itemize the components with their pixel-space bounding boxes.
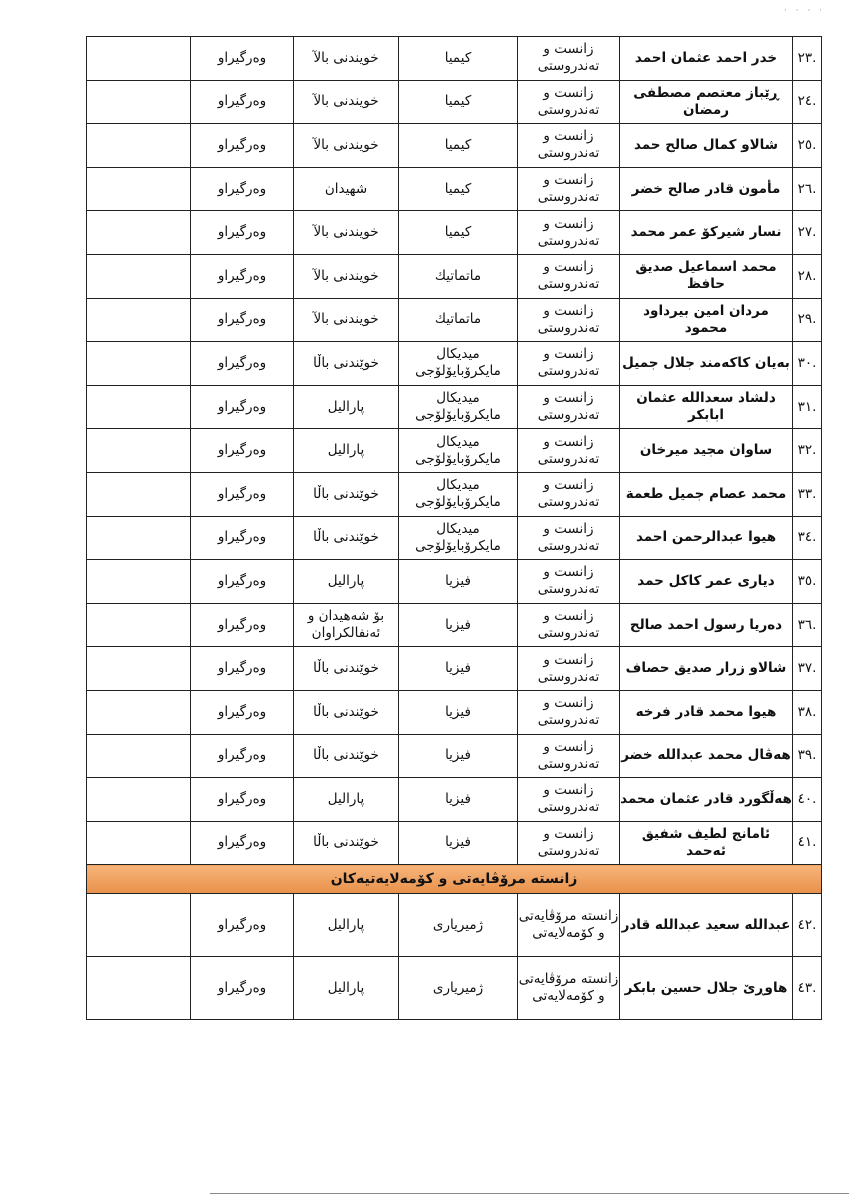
student-name: هيوا عبدالرحمن احمد [620,516,793,560]
college-cell: زانست و تەندروستی [518,647,620,691]
table-row [87,342,822,386]
channel-cell: شهيدان [294,167,399,211]
row-number: .٢٧ [793,211,822,255]
row-number: .٣٤ [793,516,822,560]
college-cell: زانست و تەندروستی [518,167,620,211]
table-row [87,298,822,342]
table-row [87,37,822,81]
row-number: .٤٠ [793,778,822,822]
table-row [87,472,822,516]
college-cell: زانست و تەندروستی [518,560,620,604]
department-cell: ميديكال مايكرۆبايۆلۆجی [399,385,518,429]
channel-cell: خوێندنی باڵا [294,472,399,516]
department-cell: فيزيا [399,778,518,822]
status-cell: وەرگيراو [191,167,294,211]
empty-cell [87,894,191,957]
status-cell: وەرگيراو [191,472,294,516]
table-row [87,211,822,255]
department-cell: فيزيا [399,821,518,865]
college-cell: زانستە مرۆڤايەتی و كۆمەلايەتی [518,894,620,957]
row-number: .٣٧ [793,647,822,691]
table-row [87,167,822,211]
department-cell: كيميا [399,167,518,211]
status-cell: وەرگيراو [191,124,294,168]
college-cell: زانستە مرۆڤايەتی و كۆمەلايەتی [518,957,620,1020]
table-row [87,821,822,865]
student-name: ڕێباز معتصم مصطفی رمضان [620,80,793,124]
status-cell: وەرگيراو [191,734,294,778]
college-cell: زانست و تەندروستی [518,80,620,124]
status-cell: وەرگيراو [191,957,294,1020]
table-row [87,894,822,957]
table-row [87,734,822,778]
page-edge-line [210,1193,849,1194]
student-name: هيوا محمد قادر فرخه [620,690,793,734]
status-cell: وەرگيراو [191,211,294,255]
student-name: عبدالله سعيد عبدالله قادر [620,894,793,957]
channel-cell: پارالیل [294,385,399,429]
section-title: زانستە مرۆڤايەتی و كۆمەلايەتيەكان [87,865,822,894]
college-cell: زانست و تەندروستی [518,603,620,647]
department-cell: ماتماتيك [399,298,518,342]
row-number: .٢٥ [793,124,822,168]
channel-cell: خويندنی بالآ [294,298,399,342]
table-row [87,516,822,560]
department-cell: ميديكال مايكرۆبايۆلۆجی [399,472,518,516]
row-number: .٢٣ [793,37,822,81]
status-cell: وەرگيراو [191,385,294,429]
empty-cell [87,690,191,734]
status-cell: وەرگيراو [191,560,294,604]
department-cell: ميديكال مايكرۆبايۆلۆجی [399,429,518,473]
table-row [87,385,822,429]
table-row [87,957,822,1020]
row-number: .٣٦ [793,603,822,647]
department-cell: ميديكال مايكرۆبايۆلۆجی [399,516,518,560]
empty-cell [87,254,191,298]
channel-cell: خويندنی بالآ [294,124,399,168]
status-cell: وەرگيراو [191,516,294,560]
department-cell: ژميرياری [399,957,518,1020]
department-cell: كيميا [399,37,518,81]
college-cell: زانست و تەندروستی [518,516,620,560]
student-name: ئامانج لطيف شفيق ئەحمد [620,821,793,865]
student-name: دلشاد سعدالله عثمان ابابكر [620,385,793,429]
college-cell: زانست و تەندروستی [518,690,620,734]
row-number: .٣٨ [793,690,822,734]
department-cell: كيميا [399,80,518,124]
channel-cell: بۆ شەهيدان و ئەنفالكراوان [294,603,399,647]
status-cell: وەرگيراو [191,603,294,647]
department-cell: ژميرياری [399,894,518,957]
empty-cell [87,80,191,124]
empty-cell [87,603,191,647]
department-cell: كيميا [399,211,518,255]
status-cell: وەرگيراو [191,37,294,81]
college-cell: زانست و تەندروستی [518,342,620,386]
status-cell: وەرگيراو [191,778,294,822]
college-cell: زانست و تەندروستی [518,778,620,822]
channel-cell: خوێندنی باڵا [294,647,399,691]
college-cell: زانست و تەندروستی [518,429,620,473]
channel-cell: خويندنی بالآ [294,254,399,298]
empty-cell [87,211,191,255]
empty-cell [87,37,191,81]
college-cell: زانست و تەندروستی [518,298,620,342]
status-cell: وەرگيراو [191,342,294,386]
channel-cell: پارالیل [294,429,399,473]
scan-artifact: · · · · [783,6,825,16]
department-cell: فيزيا [399,560,518,604]
student-name: هەڵگورد قادر عثمان محمد [620,778,793,822]
row-number: .٢٨ [793,254,822,298]
student-name: مأمون قادر صالح خضر [620,167,793,211]
channel-cell: خويندنی بالآ [294,80,399,124]
row-number: .٤٣ [793,957,822,1020]
channel-cell: خويندنی بالآ [294,37,399,81]
student-name: هاوڕێ جلال حسين بابكر [620,957,793,1020]
college-cell: زانست و تەندروستی [518,124,620,168]
college-cell: زانست و تەندروستی [518,821,620,865]
row-number: .٣١ [793,385,822,429]
student-name: مردان امين بيرداود محمود [620,298,793,342]
status-cell: وەرگيراو [191,80,294,124]
department-cell: فيزيا [399,647,518,691]
department-cell: كيميا [399,124,518,168]
empty-cell [87,385,191,429]
student-name: شالاو كمال صالح حمد [620,124,793,168]
empty-cell [87,298,191,342]
channel-cell: خوێندنی باڵا [294,821,399,865]
status-cell: وەرگيراو [191,298,294,342]
status-cell: وەرگيراو [191,647,294,691]
student-name: دەريا رسول احمد صالح [620,603,793,647]
channel-cell: خوێندنی باڵا [294,516,399,560]
empty-cell [87,516,191,560]
empty-cell [87,342,191,386]
table-row [87,603,822,647]
college-cell: زانست و تەندروستی [518,254,620,298]
channel-cell: پارالیل [294,778,399,822]
student-name: محمد عصام جميل طعمة [620,472,793,516]
row-number: .٢٤ [793,80,822,124]
student-name: بەيان كاكەمند جلال جميل [620,342,793,386]
empty-cell [87,734,191,778]
row-number: .٢٩ [793,298,822,342]
department-cell: ماتماتيك [399,254,518,298]
table-row [87,429,822,473]
channel-cell: پارالیل [294,560,399,604]
admission-table [86,36,822,1020]
college-cell: زانست و تەندروستی [518,385,620,429]
empty-cell [87,957,191,1020]
empty-cell [87,472,191,516]
status-cell: وەرگيراو [191,821,294,865]
college-cell: زانست و تەندروستی [518,37,620,81]
student-name: شالاو زرار صديق حصاف [620,647,793,691]
channel-cell: خويندنی بالآ [294,211,399,255]
department-cell: فيزيا [399,603,518,647]
row-number: .٣٠ [793,342,822,386]
row-number: .٤١ [793,821,822,865]
department-cell: فيزيا [399,690,518,734]
student-name: محمد اسماعيل صديق حافظ [620,254,793,298]
department-cell: فيزيا [399,734,518,778]
college-cell: زانست و تەندروستی [518,472,620,516]
student-name: ساوان مجيد ميرخان [620,429,793,473]
student-name: نسار شيركۆ عمر محمد [620,211,793,255]
status-cell: وەرگيراو [191,894,294,957]
row-number: .٣٩ [793,734,822,778]
college-cell: زانست و تەندروستی [518,211,620,255]
table-row [87,560,822,604]
row-number: .٣٢ [793,429,822,473]
department-cell: ميديكال مايكرۆبايۆلۆجی [399,342,518,386]
table-row [87,254,822,298]
college-cell: زانست و تەندروستی [518,734,620,778]
channel-cell: خوێندنی باڵا [294,342,399,386]
status-cell: وەرگيراو [191,429,294,473]
table-row [87,690,822,734]
row-number: .٣٣ [793,472,822,516]
status-cell: وەرگيراو [191,690,294,734]
row-number: .٣٥ [793,560,822,604]
status-cell: وەرگيراو [191,254,294,298]
student-name: دياری عمر كاكل حمد [620,560,793,604]
empty-cell [87,821,191,865]
row-number: .٤٢ [793,894,822,957]
empty-cell [87,560,191,604]
empty-cell [87,647,191,691]
student-name: هەڤال محمد عبدالله خضر [620,734,793,778]
channel-cell: پارالیل [294,957,399,1020]
empty-cell [87,124,191,168]
table-row [87,647,822,691]
channel-cell: خوێندنی باڵا [294,690,399,734]
table-row [87,124,822,168]
empty-cell [87,429,191,473]
channel-cell: خوێندنی باڵا [294,734,399,778]
channel-cell: پارالیل [294,894,399,957]
table-row [87,80,822,124]
empty-cell [87,778,191,822]
student-name: خدر احمد عثمان احمد [620,37,793,81]
row-number: .٢٦ [793,167,822,211]
empty-cell [87,167,191,211]
section-header-row [87,865,822,894]
table-row [87,778,822,822]
